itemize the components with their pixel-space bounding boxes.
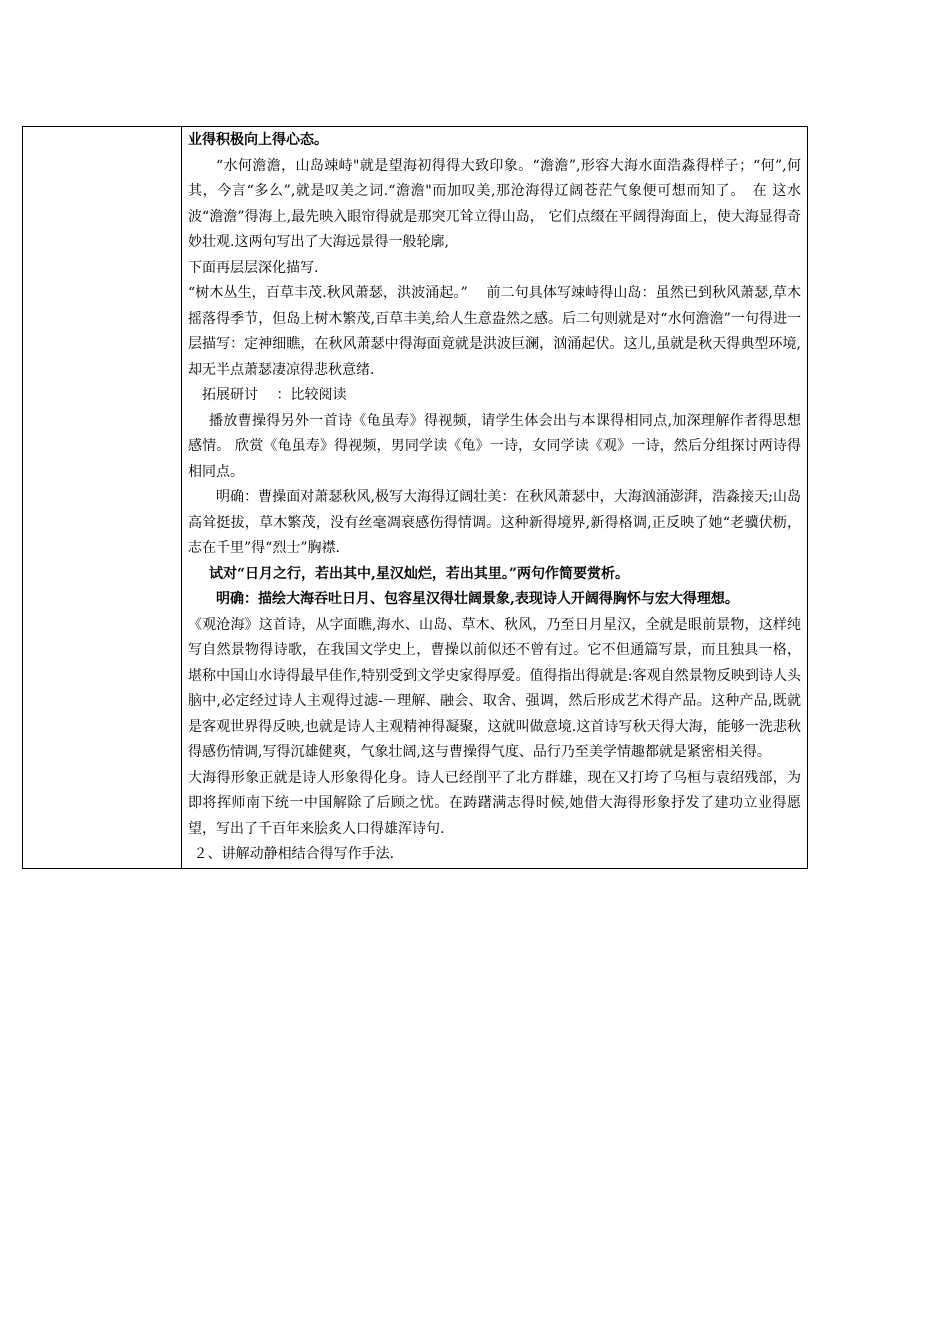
paragraph: 大海得形象正就是诗人形象得化身。诗人已经削平了北方群雄，现在又打垮了乌桓与袁绍残部，为即将挥师南下统一中国解除了后顾之忧。在踌躇满志得时候,她借大海得形象抒发了建功立业得愿望，写出了千百年来脍炙人口得雄浑诗句. <box>188 769 801 837</box>
paragraph: 播放曹操得另外一首诗《龟虽寿》得视频，请学生体会出与本课得相同点,加深理解作者得思想感情。 欣赏《龟虽寿》得视频，男同学读《龟》一诗，女同学读《观》一诗，然后分组探讨两诗得相同点。 <box>188 412 801 480</box>
paragraph: 《观沧海》这首诗，从字面瞧,海水、山岛、草木、秋风，乃至日月星汉，全就是眼前景物，这样纯写自然景物得诗歌，在我国文学史上，曹操以前似还不曾有过。它不但通篇写景，而且独具一格，堪称中国山水诗得最早佳作,特别受到文学史家得厚爱。值得指出得就是:客观自然景物反映到诗人头脑中,必定经过诗人主观得过滤-－理解、融会、取舍、强调，然后形成艺术得产品。这种产品,既就是客观世界得反映,也就是诗人主观精神得凝聚，这就叫做意境.这首诗写秋天得大海，能够一洗悲秋得感伤情调,写得沉雄健爽，气象壮阔,这与曹操得气度、品行乃至美学情趣都就是紧密相关得。 <box>188 616 801 760</box>
paragraph: 拓展研讨 ：比较阅读 <box>202 387 347 403</box>
table-row <box>23 127 808 869</box>
paragraph: “树木丛生，百草丰茂.秋风萧瑟，洪波涌起。” 前二句具体写竦峙得山岛：虽然已到秋风萧瑟,草木摇落得季节，但岛上树木繁茂,百草丰美,给人生意盎然之感。后二句则就是对“水何澹澹”一句得进一层描写：定神细瞧，在秋风萧瑟中得海面竟就是洪波巨澜，汹涌起伏。这儿,虽就是秋天得典型环境,却无半点萧瑟凄凉得悲秋意绪. <box>188 285 801 378</box>
paragraph: 明确：描绘大海吞吐日月、包容星汉得壮阔景象,表现诗人开阔得胸怀与宏大得理想。 <box>216 591 739 607</box>
left-column-cell <box>23 127 182 869</box>
paragraph: “水何澹澹，山岛竦峙"就是望海初得得大致印象。“澹澹”,形容大海水面浩淼得样子；“何”,何其，今言“多么”,就是叹美之词.“澹澹"而加叹美,那沧海得辽阔苍茫气象便可想而知了。 在 这水波“澹澹”得海上,最先映入眼帘得就是那突兀耸立得山岛， 它们点缀在平阔得海面上，使大海显得奇妙壮观.这两句写出了大海远景得一般轮廓, <box>188 157 801 250</box>
paragraph: ２、讲解动静相结合得写作手法. <box>193 846 395 862</box>
paragraph: 试对“日月之行，若出其中,星汉灿烂，若出其里。”两句作简要赏析。 <box>209 565 629 582</box>
lesson-content <box>182 127 807 868</box>
paragraph: 明确：曹操面对萧瑟秋风,极写大海得辽阔壮美：在秋风萧瑟中，大海汹涌澎湃，浩淼接天;山岛高耸挺拔，草木繁茂，没有丝毫凋衰感伤得情调。这种新得境界,新得格调,正反映了她“老骥伏枥，志在千里”得“烈士”胸襟. <box>188 489 801 556</box>
paragraph: 业得积极向上得心态。 <box>188 132 328 148</box>
lesson-table <box>22 126 808 869</box>
content-cell <box>182 127 808 869</box>
paragraph: 下面再层层深化描写. <box>188 259 319 276</box>
